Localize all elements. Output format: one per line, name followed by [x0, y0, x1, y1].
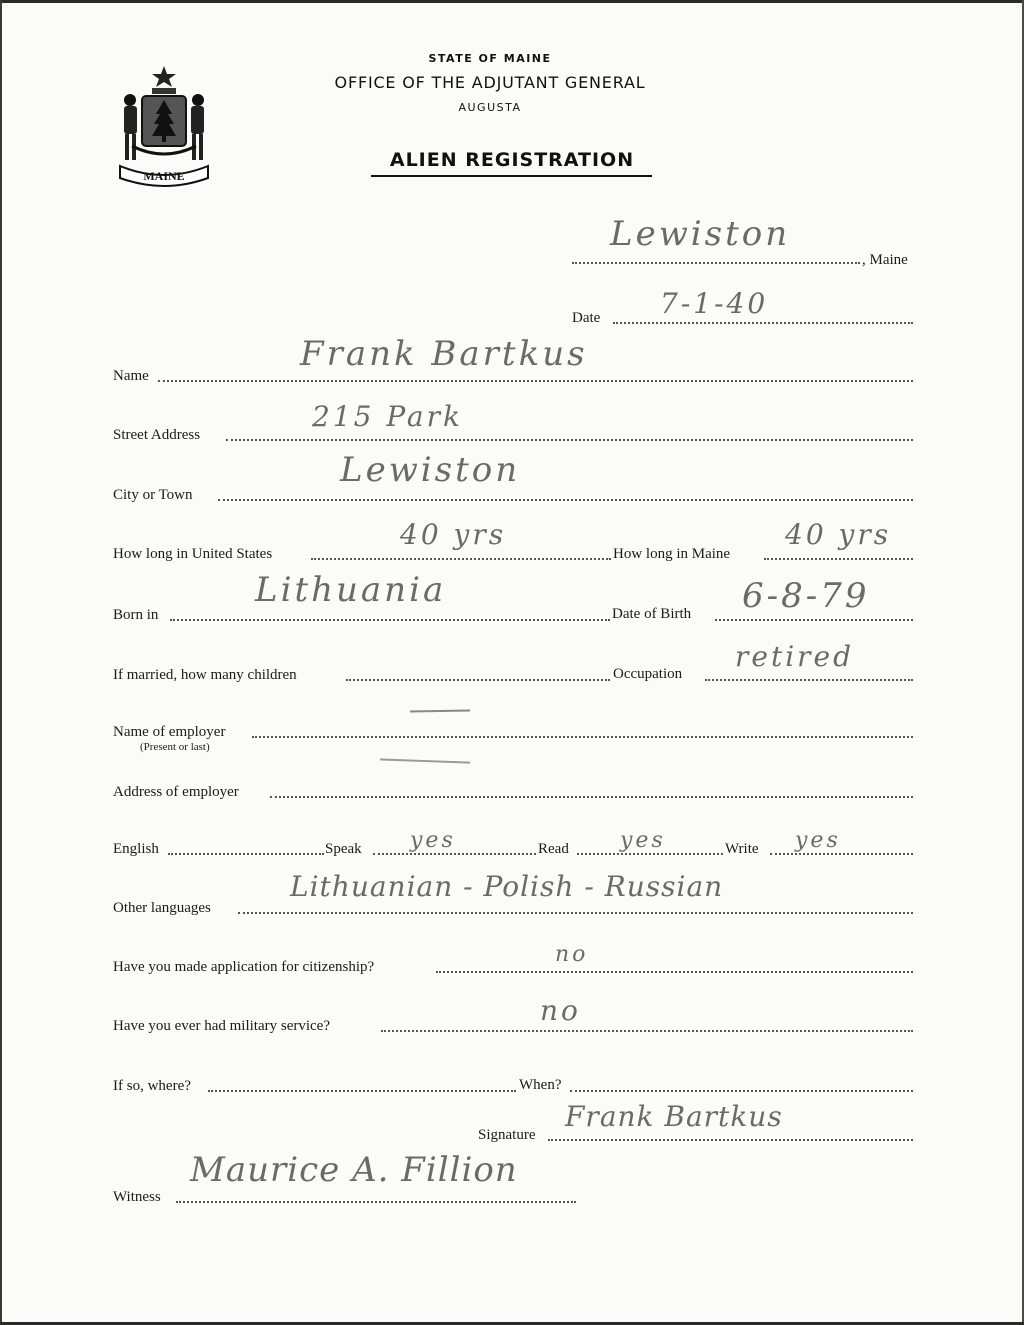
speak-line: [373, 853, 536, 855]
children-label: If married, how many children: [113, 667, 297, 683]
witness-label: Witness: [113, 1189, 161, 1205]
how-long-us-entry: 40 yrs: [400, 518, 507, 551]
witness-line: [176, 1201, 576, 1203]
place-entry: Lewiston: [610, 214, 791, 254]
header-state: STATE OF MAINE: [428, 52, 552, 65]
when-line: [570, 1090, 913, 1092]
born-in-line: [170, 619, 610, 621]
write-entry: yes: [795, 828, 841, 853]
other-languages-entry: Lithuanian - Polish - Russian: [290, 870, 724, 903]
military-line: [381, 1030, 913, 1032]
when-label: When?: [519, 1077, 562, 1093]
born-in-label: Born in: [113, 607, 159, 623]
born-in-entry: Lithuania: [255, 570, 447, 610]
present-or-last-note: (Present or last): [140, 741, 210, 753]
street-address-line: [226, 439, 913, 441]
scan-border-top: [0, 0, 1024, 3]
write-line: [770, 853, 913, 855]
speak-entry: yes: [410, 828, 456, 853]
speak-label: Speak: [325, 841, 362, 857]
how-long-us-label: How long in United States: [113, 546, 273, 562]
date-label: Date: [572, 310, 601, 326]
occupation-label: Occupation: [613, 666, 683, 682]
military-label: Have you ever had military service?: [113, 1018, 330, 1034]
if-so-where-label: If so, where?: [113, 1078, 191, 1094]
read-label: Read: [538, 841, 569, 857]
english-label: English: [113, 841, 159, 857]
how-long-maine-entry: 40 yrs: [785, 518, 892, 551]
other-languages-label: Other languages: [113, 900, 211, 916]
write-label: Write: [725, 841, 759, 857]
witness-entry: Maurice A. Fillion: [190, 1150, 518, 1190]
date-of-birth-label: Date of Birth: [612, 606, 692, 622]
date-entry: 7-1-40: [660, 287, 769, 320]
name-line: [158, 380, 913, 382]
employer-line: [252, 736, 913, 738]
read-entry: yes: [620, 828, 666, 853]
city-entry: Lewiston: [340, 450, 521, 490]
maine-label: , Maine: [862, 252, 908, 268]
scan-border-left: [0, 0, 2, 1325]
citizenship-entry: no: [555, 942, 589, 967]
citizenship-label: Have you made application for citizenship?: [113, 959, 375, 975]
employer-dash-mark: [410, 709, 470, 716]
seal-banner-text: MAINE: [143, 169, 185, 183]
name-entry: Frank Bartkus: [300, 334, 588, 374]
how-long-maine-line: [764, 558, 913, 560]
date-of-birth-entry: 6-8-79: [742, 576, 870, 616]
form-title: ALIEN REGISTRATION: [389, 149, 635, 171]
citizenship-line: [436, 971, 913, 973]
date-of-birth-line: [715, 619, 913, 621]
street-address-entry: 215 Park: [312, 400, 463, 433]
title-underline: [371, 175, 652, 177]
city-line: [218, 499, 913, 501]
signature-line: [548, 1139, 913, 1141]
if-so-where-line: [208, 1090, 516, 1092]
employer-address-label: Address of employer: [113, 784, 239, 800]
street-address-label: Street Address: [113, 427, 201, 443]
occupation-entry: retired: [735, 640, 855, 673]
children-line: [346, 679, 610, 681]
date-line: [613, 322, 913, 324]
occupation-line: [705, 679, 913, 681]
other-languages-line: [238, 912, 913, 914]
how-long-maine-label: How long in Maine: [613, 546, 731, 562]
signature-entry: Frank Bartkus: [565, 1100, 783, 1133]
signature-label: Signature: [478, 1127, 536, 1143]
how-long-us-line: [311, 558, 611, 560]
employer-address-dash-mark: [380, 758, 470, 767]
english-line: [168, 853, 324, 855]
employer-label: Name of employer: [113, 724, 226, 740]
read-line: [577, 853, 723, 855]
name-label: Name: [113, 368, 149, 384]
employer-address-line: [270, 796, 913, 798]
header-city: AUGUSTA: [458, 101, 522, 114]
city-label: City or Town: [113, 487, 193, 503]
header-office: OFFICE OF THE ADJUTANT GENERAL: [334, 73, 646, 92]
military-entry: no: [540, 994, 581, 1027]
place-line: [572, 262, 860, 264]
